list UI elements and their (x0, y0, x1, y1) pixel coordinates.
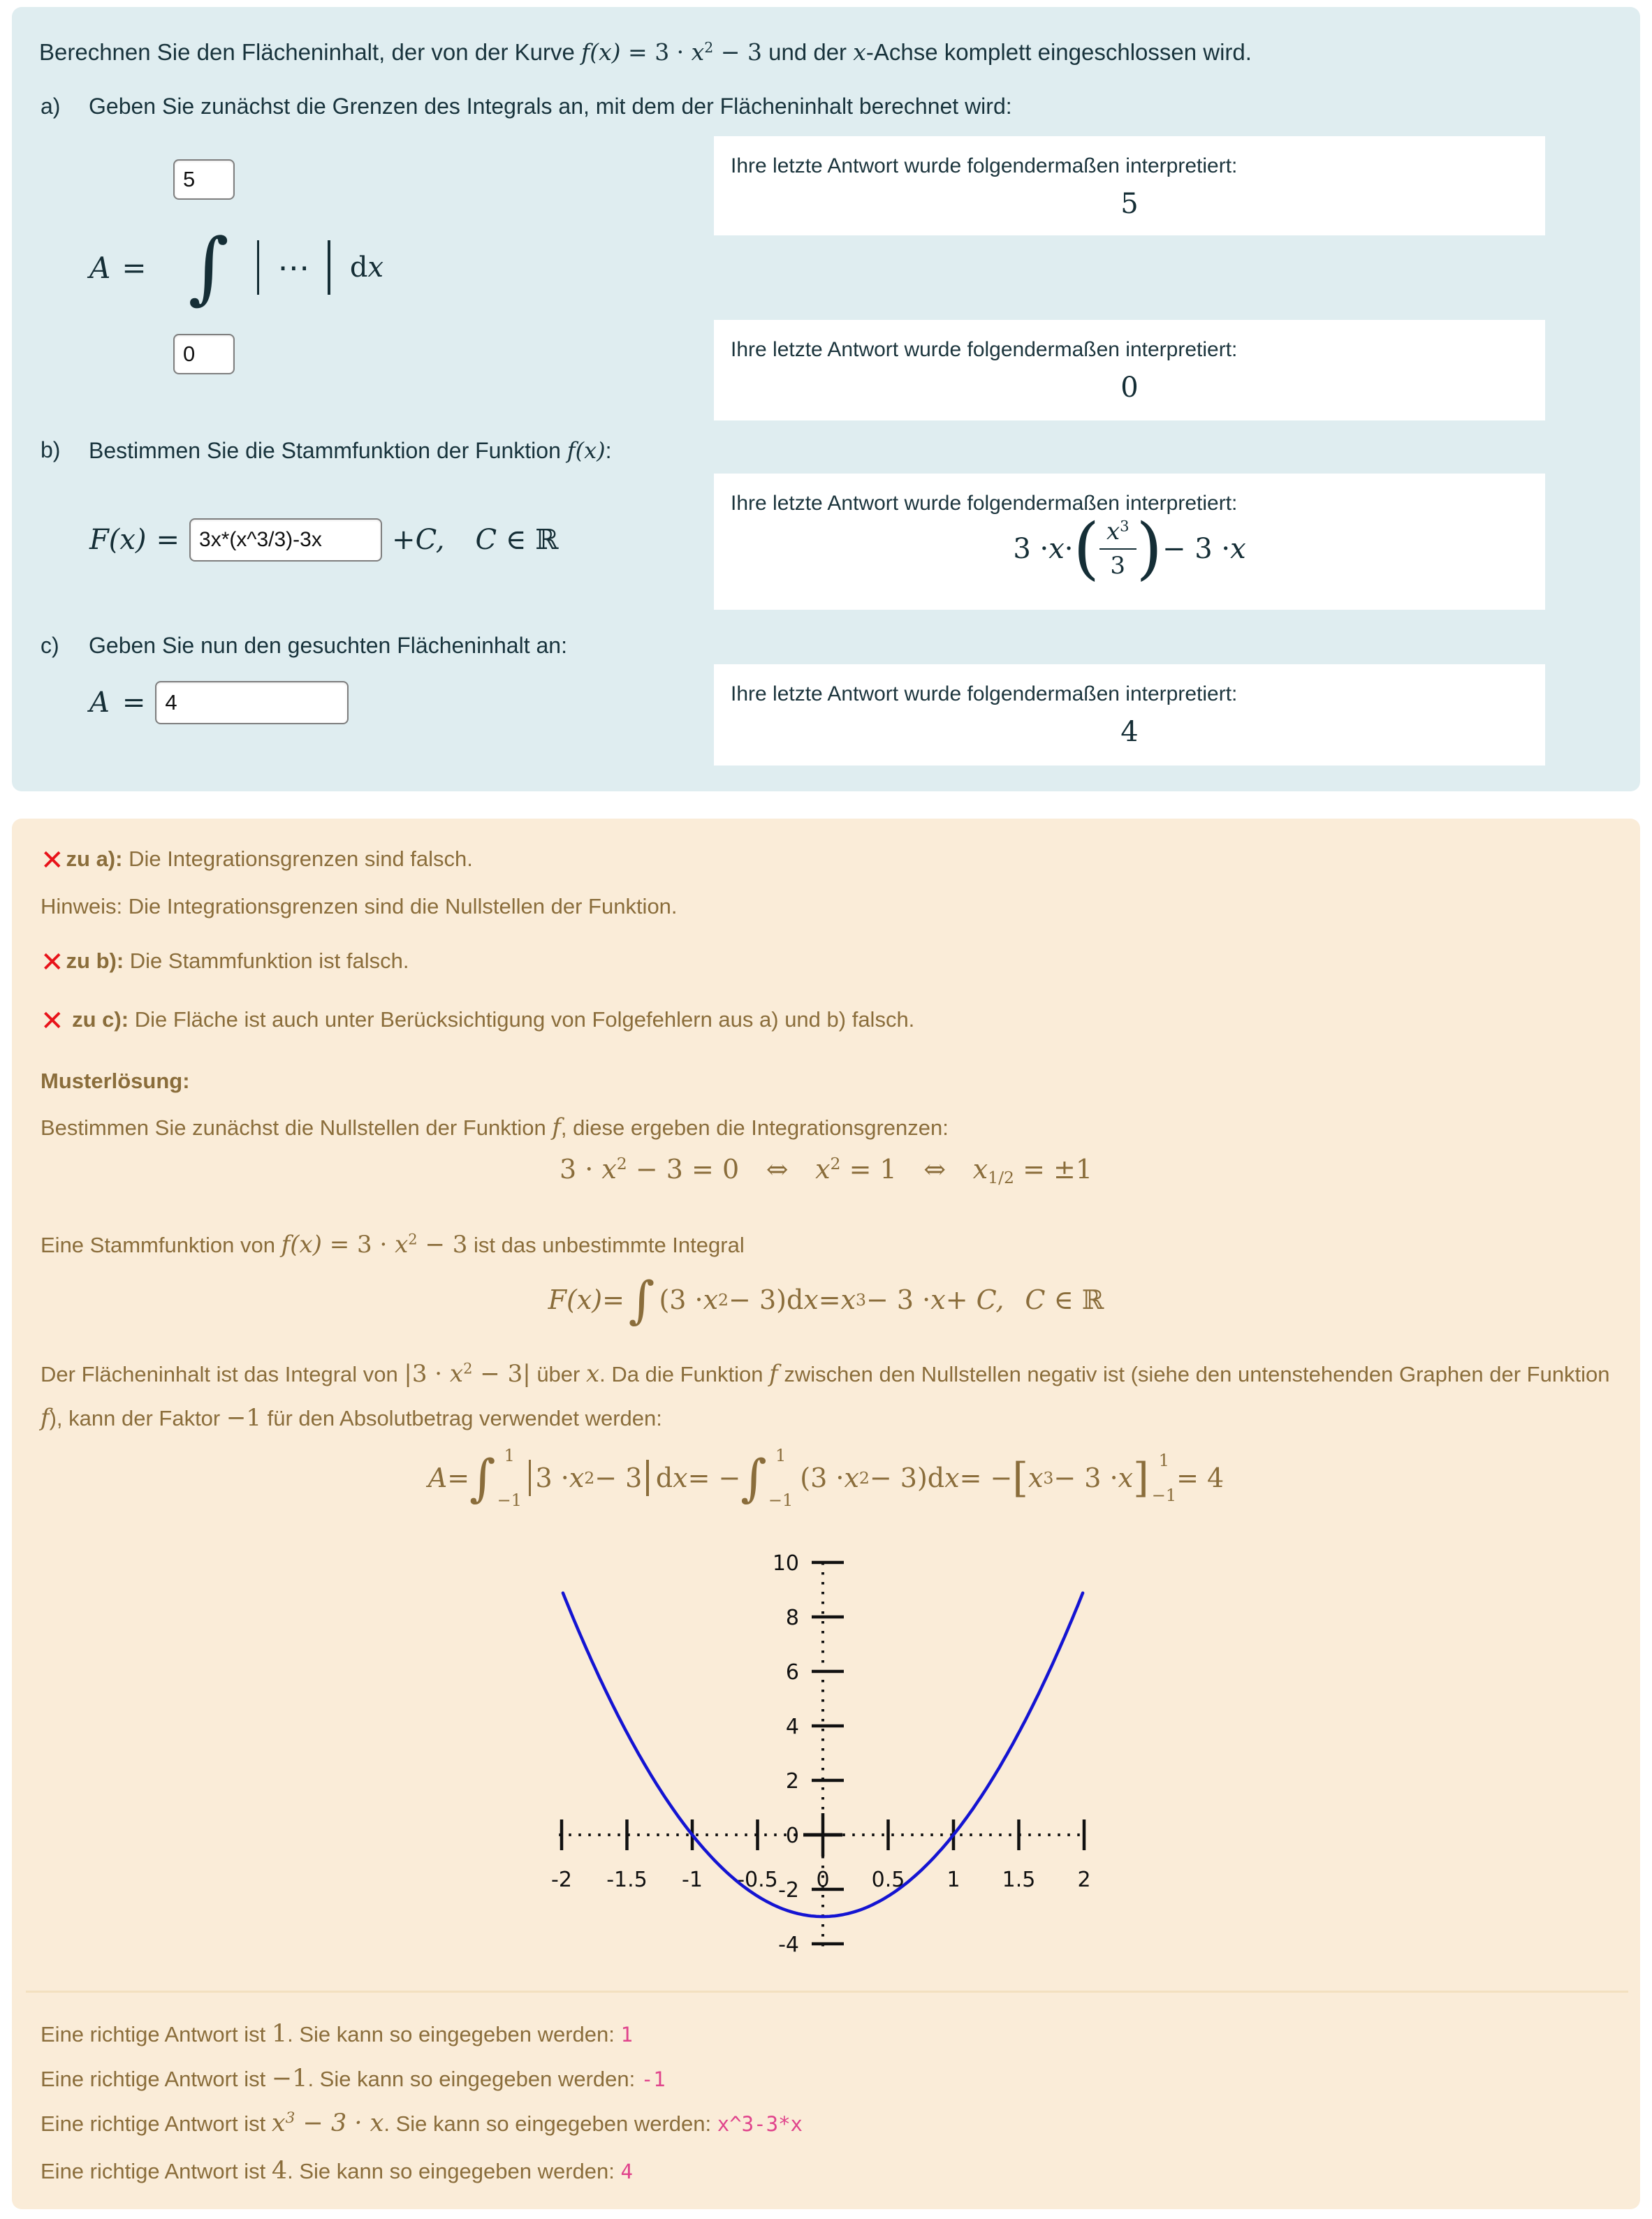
feedback-item-a: ✕zu a): Die Integrationsgrenzen sind falsch. (41, 844, 473, 877)
svg-text:0: 0 (785, 1824, 799, 1848)
solution-title: Musterlösung: (41, 1069, 190, 1093)
upper-limit-input[interactable] (173, 159, 235, 200)
feedback-hint: Hinweis: Die Integrationsgrenzen sind die Nullstellen der Funktion. (41, 894, 678, 918)
divider (26, 1991, 1628, 1993)
integral-expression: A = ∫ ⋯ d x (89, 222, 384, 313)
interpretation-box-area (714, 664, 1545, 766)
svg-text:0: 0 (816, 1868, 830, 1892)
svg-text:2: 2 (1077, 1868, 1091, 1892)
svg-text:-2: -2 (778, 1878, 799, 1903)
error-cross-icon: ✕ (41, 946, 64, 979)
error-cross-icon: ✕ (41, 844, 64, 877)
antiderivative-input[interactable] (189, 518, 382, 562)
part-c-text: Geben Sie nun den gesuchten Flächeninhalt an: (89, 633, 567, 658)
svg-text:-0.5: -0.5 (737, 1868, 778, 1892)
svg-text:-2: -2 (551, 1868, 572, 1892)
integral-sign: ∫ (740, 1449, 767, 1507)
part-a-text: Geben Sie zunächst die Grenzen des Integrals an, mit dem der Flächeninhalt berechnet wird: (89, 94, 1012, 119)
svg-text:-1.5: -1.5 (606, 1868, 648, 1892)
svg-text:-4: -4 (778, 1933, 799, 1957)
area-answer-row: A = 4 (89, 680, 349, 726)
solution-math-roots: $3 \cdot x^2 - 3 = 0$ ⇔ $x^2 = 1$ ⇔ $x_{1/2} = \pm 1$ (559, 1154, 1093, 1188)
answer-code: 4 (620, 2160, 633, 2183)
part-c-label: c) (41, 633, 59, 658)
page-title: Berechnen Sie den Flächeninhalt, der von der Kurve $f(x) = 3 \cdot x^2 - 3$ und der x-Achse komplett eingeschlossen wird. (39, 38, 1252, 66)
answer-code: -1 (641, 2067, 666, 2091)
svg-text:2: 2 (785, 1769, 799, 1794)
correct-answer-line: Eine richtige Antwort ist 4. Sie kann so eingegeben werden: 4 (41, 2157, 633, 2185)
part-a-label: a) (41, 94, 61, 119)
solution-math-area: A = ∫ 1 −1 3 · x 2 − 3 d x = − ∫ 1 −1 (3 · x 2 − 3) d x = − [ x 3 − 3 · x ] 1 −1 = 4 (427, 1446, 1225, 1510)
integral-sign: ∫ (628, 1270, 655, 1329)
answer-code: x^3-3*x (717, 2112, 803, 2136)
abs-bar (328, 240, 330, 295)
svg-text:8: 8 (785, 1606, 799, 1630)
integral-sign: ∫ (188, 222, 229, 313)
svg-text:-1: -1 (682, 1868, 703, 1892)
function-graph (525, 1531, 1105, 1964)
dots-placeholder: ⋯ (277, 249, 310, 286)
interpretation-box-lower-limit (714, 320, 1545, 420)
interpretation-heading: Ihre letzte Antwort wurde folgendermaßen interpretiert: (731, 338, 1238, 361)
error-cross-icon: ✕ (41, 1005, 64, 1037)
interpreted-value: 5 (1120, 188, 1139, 220)
svg-text:10: 10 (772, 1551, 799, 1576)
svg-text:1: 1 (946, 1868, 960, 1892)
feedback-item-c: ✕ zu c): Die Fläche ist auch unter Berücksichtigung von Folgefehlern aus a) und b) falsch. (41, 1005, 915, 1037)
correct-answer-line: Eine richtige Antwort ist 1. Sie kann so eingegeben werden: 1 (41, 2020, 633, 2048)
feedback-item-b: ✕zu b): Die Stammfunktion ist falsch. (41, 946, 409, 979)
integral-sign: ∫ (469, 1449, 496, 1507)
solution-math-antiderivative: F(x) = ∫ (3 · x 2 − 3) d x = x 3 − 3 · x + C, C ∈ ℝ (548, 1270, 1104, 1329)
interpreted-value: 4 (1120, 716, 1139, 748)
solution-paragraph-1: Bestimmen Sie zunächst die Nullstellen der Funktion f, diese ergeben die Integrationsgrenzen: (41, 1113, 949, 1141)
lower-limit-input[interactable] (173, 334, 235, 374)
solution-paragraph-3: Der Flächeninhalt ist das Integral von $|3 \cdot x^2 - 3|$ über x. Da die Funktion f zwischen den Nullstellen negativ ist (siehe den untenstehenden Graphen der Funktion f), kann der Faktor −1 für den Absolutbetrag verwendet werden: (41, 1360, 1610, 1432)
interpretation-box-upper-limit (714, 136, 1545, 235)
svg-text:0.5: 0.5 (871, 1868, 905, 1892)
abs-bar (257, 240, 260, 295)
interpreted-value: 0 (1120, 372, 1139, 404)
interpretation-heading: Ihre letzte Antwort wurde folgendermaßen interpretiert: (731, 154, 1238, 177)
correct-answer-line: Eine richtige Antwort ist $x^3 - 3 \cdot x$. Sie kann so eingegeben werden: x^3-3*x (41, 2109, 803, 2137)
antiderivative-row: F(x) = 3x*(x^3/3)-3x +C, C ∈ ℝ (89, 517, 558, 563)
interpretation-heading: Ihre letzte Antwort wurde folgendermaßen interpretiert: (731, 682, 1238, 705)
area-input[interactable] (155, 681, 349, 724)
answer-code: 1 (620, 2023, 633, 2046)
area-variable: A (89, 250, 111, 285)
interpreted-value: 3 · x · ( $\frac{x^3}{3}$ ) − 3 · x (1013, 508, 1246, 587)
part-b-label: b) (41, 437, 61, 462)
part-b-text: Bestimmen Sie die Stammfunktion der Funktion f(x): (89, 437, 612, 464)
svg-text:4: 4 (785, 1715, 799, 1739)
interpretation-heading: Ihre letzte Antwort wurde folgendermaßen interpretiert: (731, 492, 1238, 515)
svg-text:1.5: 1.5 (1002, 1868, 1036, 1892)
abs-bar (529, 1460, 532, 1496)
correct-answer-line: Eine richtige Antwort ist −1. Sie kann so eingegeben werden: -1 (41, 2065, 666, 2093)
svg-text:6: 6 (785, 1660, 799, 1685)
interpretation-box-antiderivative (714, 474, 1545, 610)
solution-paragraph-2: Eine Stammfunktion von $f(x) = 3 \cdot x^2 - 3$ ist das unbestimmte Integral (41, 1231, 745, 1259)
